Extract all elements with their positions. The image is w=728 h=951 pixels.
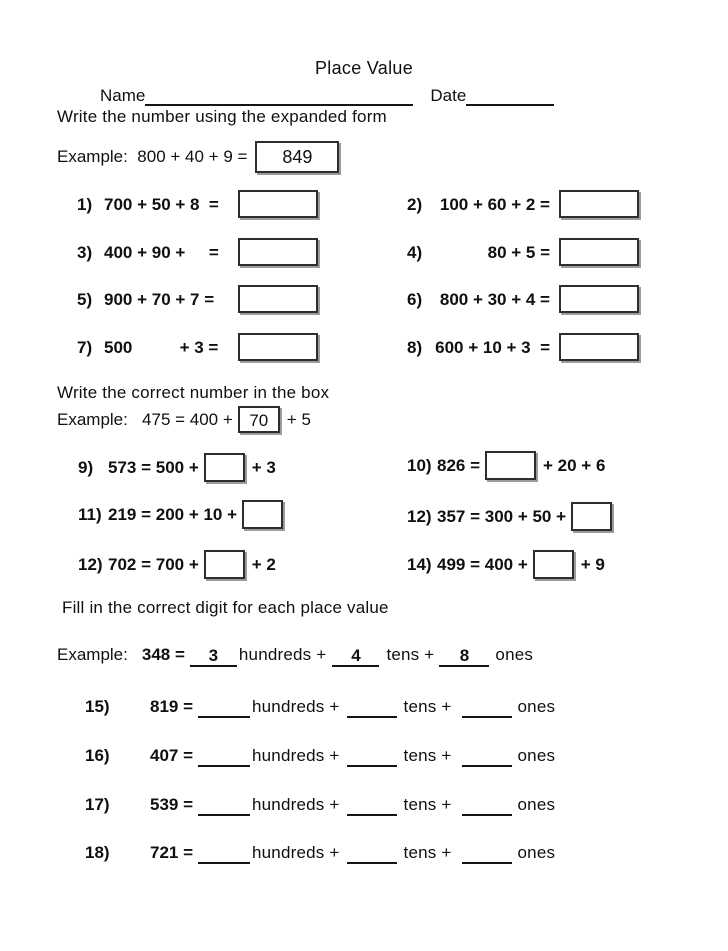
tens-blank-17[interactable]: [347, 794, 397, 816]
problem-prefix: 499 = 400 +: [437, 554, 528, 574]
tens-blank-16[interactable]: [347, 745, 397, 767]
hundreds-label: hundreds +: [252, 696, 340, 716]
answer-box-13[interactable]: [204, 550, 245, 579]
problem-expression: 600 + 10 + 3 =: [435, 337, 550, 357]
problem-row-1: [77, 189, 318, 219]
hundreds-blank-18[interactable]: [198, 842, 250, 864]
section1-example-expression: Example: 800 + 40 + 9 =: [57, 147, 248, 166]
problem-number: 1): [77, 194, 93, 214]
hundreds-blank-15[interactable]: [198, 696, 250, 718]
problem-row-6: [407, 284, 639, 314]
problem-expression: 500 + 3 =: [104, 337, 219, 357]
problem-prefix: 826 =: [437, 455, 481, 475]
problem-expression: 800 + 30 + 4 =: [439, 289, 550, 309]
problem-row-17: [85, 792, 555, 816]
problem-number: 12): [407, 506, 432, 526]
ones-label: ones: [517, 842, 556, 862]
problem-value: 721 =: [150, 842, 194, 862]
problem-number: 2): [407, 194, 423, 214]
answer-box-12[interactable]: [571, 502, 612, 531]
answer-box-14[interactable]: [533, 550, 574, 579]
name-date-row: [100, 84, 554, 106]
tens-label: tens +: [403, 696, 452, 716]
problem-value: 539 =: [150, 794, 194, 814]
problem-prefix: 702 = 700 +: [108, 554, 199, 574]
problem-row-3: [77, 237, 318, 267]
hundreds-blank-16[interactable]: [198, 745, 250, 767]
tens-label: tens +: [403, 842, 452, 862]
answer-box-11[interactable]: [242, 500, 283, 529]
problem-number: 5): [77, 289, 93, 309]
problem-expression: 100 + 60 + 2 =: [439, 194, 550, 214]
example-tens-digit: 4: [351, 646, 361, 665]
problem-row-8: [407, 332, 639, 362]
problem-prefix: 357 = 300 + 50 +: [437, 506, 567, 526]
ones-blank-16[interactable]: [462, 745, 512, 767]
hundreds-label: hundreds +: [252, 745, 340, 765]
name-label: Name: [100, 86, 146, 105]
problem-number: 18): [85, 842, 110, 862]
problem-row-18: [85, 840, 555, 864]
hundreds-label: hundreds +: [252, 842, 340, 862]
section2-example-row: [57, 406, 311, 433]
example-ones-digit: 8: [459, 646, 470, 665]
problem-number: 6): [407, 289, 423, 309]
section1-example-row: [57, 141, 339, 173]
hundreds-label: hundreds +: [238, 644, 327, 664]
problem-number: 15): [85, 696, 110, 716]
hundreds-label: hundreds +: [252, 794, 340, 814]
problem-prefix: 573 = 500 +: [108, 457, 199, 477]
problem-row-2: [407, 189, 639, 219]
problem-row-16: [85, 743, 555, 767]
example-number: 348 =: [141, 644, 185, 664]
problem-suffix: + 20 + 6: [543, 455, 606, 475]
section2-example-answer-box: [238, 406, 280, 433]
ones-blank-18[interactable]: [462, 842, 512, 864]
answer-box-3[interactable]: [238, 238, 318, 266]
ones-label: ones: [517, 745, 556, 765]
date-label: Date: [430, 86, 467, 105]
problem-row-5: [77, 284, 318, 314]
problem-expression: 400 + 90 + =: [104, 242, 219, 262]
example-ones-blank: [439, 645, 489, 667]
problem-expression: 900 + 70 + 7 =: [104, 289, 215, 309]
answer-box-2[interactable]: [559, 190, 639, 218]
problem-row-11: [78, 499, 290, 529]
problem-number: 8): [407, 337, 423, 357]
problem-number: 10): [407, 455, 432, 475]
date-input-line[interactable]: [466, 86, 554, 106]
problem-number: 17): [85, 794, 110, 814]
section2-example-suffix: + 5: [286, 409, 311, 429]
problem-value: 407 =: [150, 745, 194, 765]
section2-example-expression: Example: 475 = 400 +: [57, 409, 233, 429]
ones-label: ones: [495, 644, 534, 664]
example-label: Example:: [57, 644, 128, 664]
problem-number: 4): [407, 242, 423, 262]
problem-number: 12): [78, 554, 103, 574]
tens-blank-15[interactable]: [347, 696, 397, 718]
ones-blank-15[interactable]: [462, 696, 512, 718]
problem-prefix: 219 = 200 + 10 +: [108, 504, 238, 524]
tens-label: tens +: [403, 745, 452, 765]
section2-example-answer: 70: [249, 410, 269, 430]
section2-instruction: Write the correct number in the box: [57, 383, 330, 402]
problem-expression: 700 + 50 + 8 =: [104, 194, 219, 214]
section1-example-answer: 849: [282, 146, 313, 167]
problem-expression: 80 + 5 =: [487, 242, 550, 262]
answer-box-10[interactable]: [485, 451, 536, 480]
tens-label: tens +: [403, 794, 452, 814]
problem-row-12: [407, 501, 619, 531]
answer-box-8[interactable]: [559, 333, 639, 361]
problem-value: 819 =: [150, 696, 194, 716]
example-hundreds-digit: 3: [208, 646, 219, 665]
problem-number: 3): [77, 242, 93, 262]
problem-row-12b: [78, 549, 276, 579]
section3-example-row: [57, 641, 533, 667]
answer-box-5[interactable]: [238, 285, 318, 313]
answer-box-6[interactable]: [559, 285, 639, 313]
problem-number: 16): [85, 745, 110, 765]
section1-instruction: Write the number using the expanded form: [57, 107, 387, 126]
name-input-line[interactable]: [145, 86, 413, 106]
section1-example-answer-box: [255, 141, 339, 173]
answer-box-1[interactable]: [238, 190, 318, 218]
problem-number: 9): [78, 457, 94, 477]
hundreds-blank-17[interactable]: [198, 794, 250, 816]
problem-number: 11): [78, 504, 102, 524]
answer-box-7[interactable]: [238, 333, 318, 361]
problem-row-14: [407, 549, 605, 579]
problem-row-4: [407, 237, 639, 267]
problem-suffix: + 9: [580, 554, 605, 574]
problem-number: 7): [77, 337, 93, 357]
problem-row-9: [78, 452, 276, 482]
answer-box-4[interactable]: [559, 238, 639, 266]
example-hundreds-blank: [190, 645, 237, 667]
problem-number: 14): [407, 554, 432, 574]
problem-row-15: [85, 694, 555, 718]
tens-blank-18[interactable]: [347, 842, 397, 864]
ones-label: ones: [517, 794, 556, 814]
answer-box-9[interactable]: [204, 453, 245, 482]
ones-blank-17[interactable]: [462, 794, 512, 816]
ones-label: ones: [517, 696, 556, 716]
problem-suffix: + 2: [251, 554, 276, 574]
example-tens-blank: [332, 645, 379, 667]
problem-suffix: + 3: [251, 457, 276, 477]
problem-row-7: [77, 332, 318, 362]
problem-row-10: [407, 450, 605, 480]
section3-instruction: Fill in the correct digit for each place value: [62, 598, 389, 617]
tens-label: tens +: [386, 644, 435, 664]
page-title: Place Value: [314, 58, 414, 78]
